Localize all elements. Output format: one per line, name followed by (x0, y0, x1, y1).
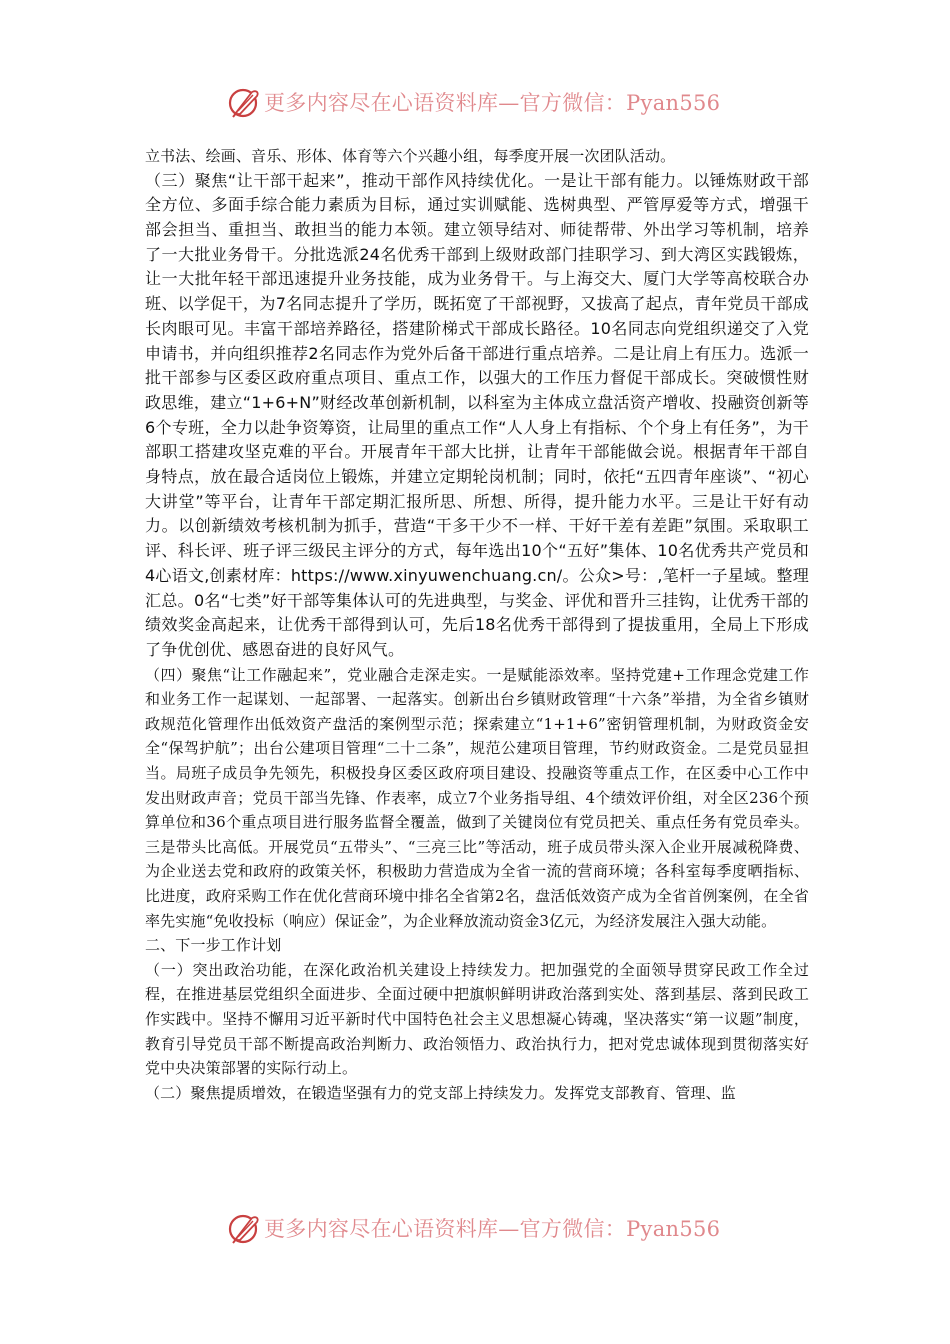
banner-text: 更多内容尽在心语资料库—官方微信：Pyan556 (264, 91, 721, 115)
heading-next-steps: 二、下一步工作计划 (145, 936, 282, 955)
paragraph-section-3: （三）聚焦“让干部干起来”，推动干部作风持续优化。一是让干部有能力。以锤炼财政干部全方位、多面手综合能力素质为目标，通过实训赋能、选树典型、严管厚爱等方式，增强干部会担当、重担当、敢担当的能力本领。建立领导结对、师徒帮带、外出学习等机制，培养了一大批业务骨干。分批选派24名优秀干部到上级财政部门挂职学习、到大湾区实践锻炼，让一大批年轻干部迅速提升业务技能，成为业务骨干。与上海交大、厦门大学等高校联合办班、以学促干，为7名同志提升了学历，既拓宽了干部视野，又拔高了起点，青年党员干部成长肉眼可见。丰富干部培养路径，搭建阶梯式干部成长路径。10名同志向党组织递交了入党申请书，并向组织推荐2名同志作为党外后备干部进行重点培养。二是让肩上有压力。选派一批干部参与区委区政府重点项目、重点工作，以强大的工作压力督促干部成长。突破惯性财政思维，建立“1+6+N”财经改革创新机制，以科室为主体成立盘活资产增收、投融资创新等6个专班，全力以赴争资筹资，让局里的重点工作“人人身上有指标、个个身上有任务”，为干部职工搭建攻坚克难的平台。开展青年干部大比拼，让青年干部能做会说。根据青年干部自身特点，放在最合适岗位上锻炼，并建立定期轮岗机制；同时，依托“五四青年座谈”、“初心大讲堂”等平台，让青年干部定期汇报所思、所想、所得，提升能力水平。三是让干好有动力。以创新绩效考核机制为抓手，营造“干多干少不一样、干好干差有差距”氛围。采取职工评、科长评、班子评三级民主评分的方式，每年选出10个“五好”集体、10名优秀共产党员和4心语文,创素材库：https://www.xinyuwenchuang.cn/。公众>号：,笔杆一子星域。整理汇总。0名“七类”好干部等集体认可的先进典型，与奖金、评优和晋升三挂钩，让优秀干部的绩效奖金高起来，让优秀干部得到认可，先后18名优秀干部得到了提拔重用，全局上下形成了争优创优、感恩奋进的良好风气。 (145, 170, 809, 659)
document-body (145, 144, 809, 1105)
footer-banner[interactable] (226, 1208, 726, 1248)
paragraph-plan-1: （一）突出政治功能，在深化政治机关建设上持续发力。把加强党的全面领导贯穿民政工作全过程，在推进基层党组织全面进步、全面过硬中把旗帜鲜明讲政治落到实处、落到基层、落到民政工作实践中。坚持不懈用习近平新时代中国特色社会主义思想凝心铸魂，坚决落实“第一议题”制度，教育引导党员干部不断提高政治判断力、政治领悟力、政治执行力，把对党忠诚体现到贯彻落实好党中央决策部署的实际行动上。 (145, 960, 809, 1078)
feather-pen-logo-icon (226, 1210, 262, 1246)
banner-text: 更多内容尽在心语资料库—官方微信：Pyan556 (264, 1217, 721, 1241)
feather-pen-logo-icon (226, 84, 262, 120)
paragraph-plan-2: （二）聚焦提质增效，在锻造坚强有力的党支部上持续发力。发挥党支部教育、管理、监 (145, 1083, 736, 1102)
header-banner[interactable] (226, 82, 726, 122)
paragraph-continuation: 立书法、绘画、音乐、形体、体育等六个兴趣小组，每季度开展一次团队活动。 (145, 147, 676, 165)
paragraph-section-4: （四）聚焦“让工作融起来”，党业融合走深走实。一是赋能添效率。坚持党建+工作理念党建工作和业务工作一起谋划、一起部署、一起落实。创新出台乡镇财政管理“十六条”举措，为全省乡镇财政规范化管理作出低效资产盘活的案例型示范；探索建立“1+1+6”密钥管理机制，为财政资金安全“保驾护航”；出台公建项目管理“二十二条”，规范公建项目管理，节约财政资金。二是党员显担当。局班子成员争先领先，积极投身区委区政府项目建设、投融资等重点工作，在区委中心工作中发出财政声音；党员干部当先锋、作表率，成立7个业务指导组、4个绩效评价组，对全区236个预算单位和36个重点项目进行服务监督全覆盖，做到了关键岗位有党员把关、重点任务有党员牵头。三是带头比高低。开展党员“五带头”、“三亮三比”等活动，班子成员带头深入企业开展减税降费、为企业送去党和政府的政策关怀，积极助力营造成为全省一流的营商环境；各科室每季度晒指标、比进度，政府采购工作在优化营商环境中排名全省第2名，盘活低效资产成为全省首例案例，在全省率先实施“免收投标（响应）保证金”，为企业释放流动资金3亿元，为经济发展注入强大动能。 (145, 665, 809, 930)
